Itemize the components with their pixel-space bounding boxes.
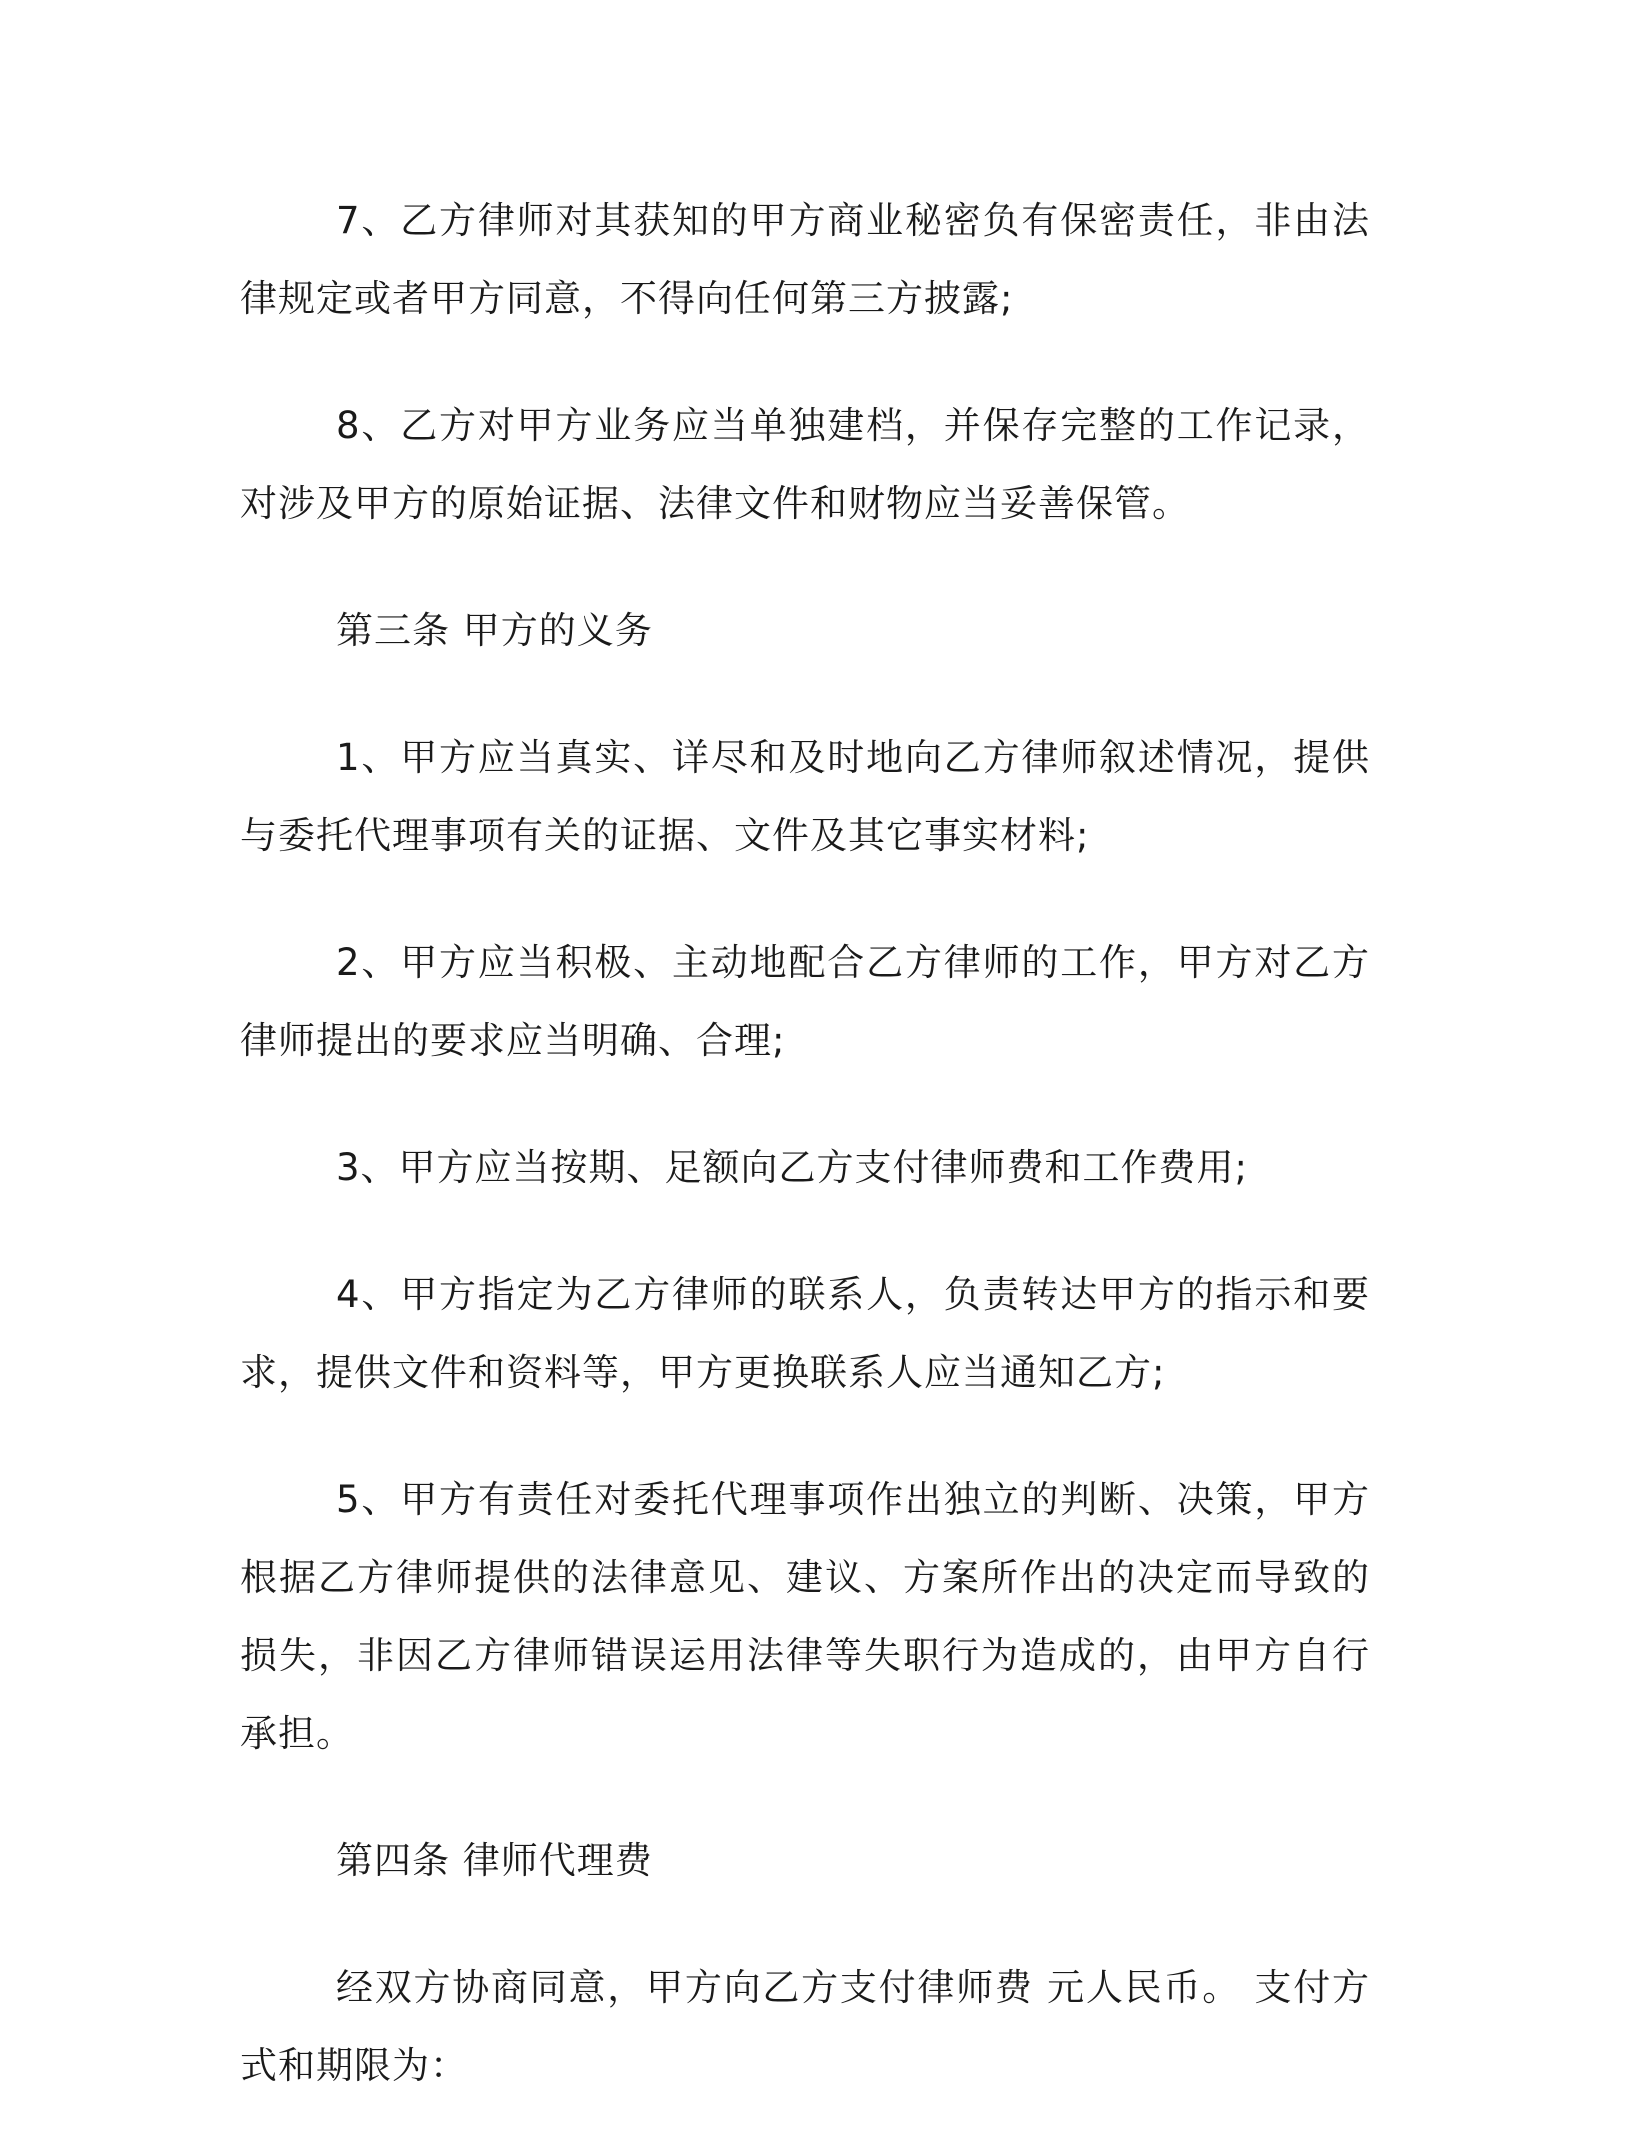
article-3-heading: 第三条 甲方的义务 bbox=[336, 609, 653, 652]
article-4-heading: 第四条 律师代理费 bbox=[336, 1839, 653, 1882]
clause-2-8: 8、乙方对甲方业务应当单独建档，并保存完整的工作记录，对涉及甲方的原始证据、法律文件和财物应当妥善保管。 bbox=[240, 404, 1370, 525]
clause-3-2: 2、甲方应当积极、主动地配合乙方律师的工作，甲方对乙方律师提出的要求应当明确、合理; bbox=[240, 941, 1370, 1062]
clause-2-7: 7、乙方律师对其获知的甲方商业秘密负有保密责任，非由法律规定或者甲方同意，不得向任何第三方披露; bbox=[240, 199, 1370, 320]
clause-3-3: 3、甲方应当按期、足额向乙方支付律师费和工作费用; bbox=[336, 1146, 1249, 1189]
clause-3-5: 5、甲方有责任对委托代理事项作出独立的判断、决策，甲方根据乙方律师提供的法律意见、建议、方案所作出的决定而导致的损失，非因乙方律师错误运用法律等失职行为造成的，由甲方自行承担。 bbox=[240, 1478, 1370, 1755]
clause-3-4: 4、甲方指定为乙方律师的联系人，负责转达甲方的指示和要求，提供文件和资料等，甲方更换联系人应当通知乙方; bbox=[240, 1273, 1370, 1394]
document-body bbox=[240, 182, 1370, 2154]
article-4-fee-text: 经双方协商同意，甲方向乙方支付律师费 元人民币。 支付方式和期限为： bbox=[240, 1966, 1370, 2087]
clause-3-1: 1、甲方应当真实、详尽和及时地向乙方律师叙述情况，提供与委托代理事项有关的证据、文件及其它事实材料; bbox=[240, 736, 1370, 857]
